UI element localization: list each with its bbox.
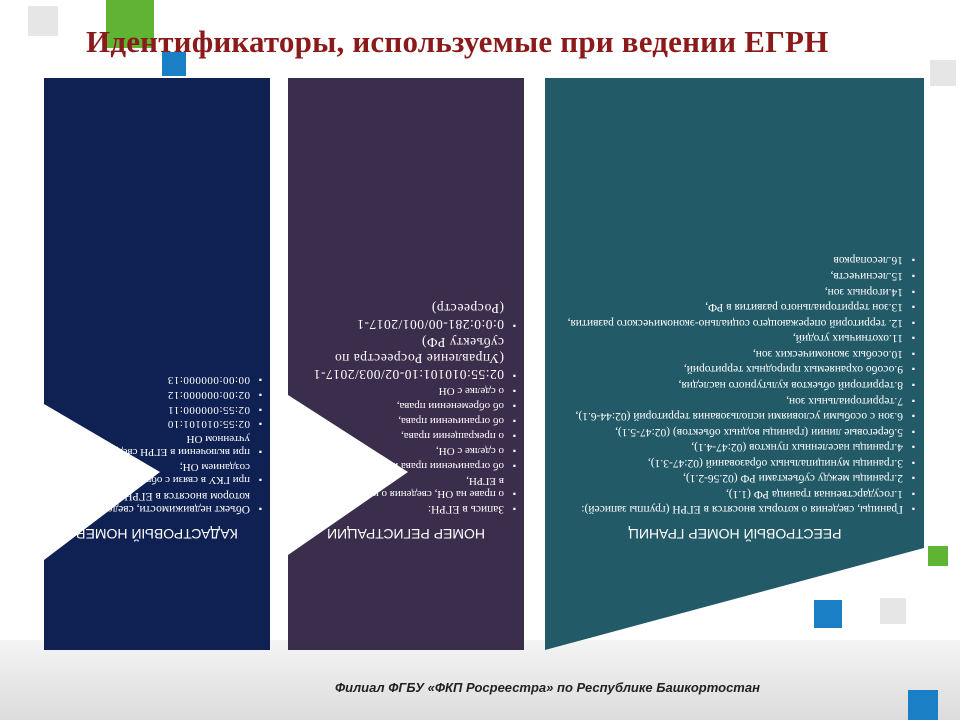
list-item: ▪ при включении в ЕГРН сведений о ранее учтенном ОН [50,432,250,458]
page-title: Идентификаторы, используемые при ведении ЕГРН [86,24,829,59]
list-item: ▪ 8.территорий объектов культурного наследия, [553,377,903,391]
list-item: ▪ 16.лесопарков [553,253,903,267]
footer-caption: Филиал ФГБУ «ФКП Росреестра» по Республике Башкортостан [335,680,760,695]
list-item: ▪ 12. территорий опережающего социально-экономического развития, [553,315,903,329]
panel-registration [288,78,524,548]
list-item: ▪ 15.лесничеств, [553,268,903,282]
list-item: ▪ при ГКУ в связи с образованием или созданием ОН; [50,460,250,486]
list-item: ▪ о сделке с ОН [294,384,504,397]
code-item: ▪ 0:0:0:281-00/001/2017-1 (Росреестр) [294,301,504,333]
list-item: ▪ 4.границы населенных пунктов (02:47-4.1), [553,440,903,454]
list-item: ▪ 7.территориальных зон, [553,393,903,407]
list-item: ▪ Объект недвижимости, сведения о котором вносятся в ЕГРН: [50,488,250,515]
list-item: ▪ 14.игорных зон, [553,284,903,298]
list-item: ▪ 13.зон территориального развития в РФ, [553,300,903,314]
list-item: ▪ 6.зон с особыми условиями использования территорий (02:44-6.1), [553,409,903,423]
list-item: ▪ 3.границы муниципальных образований (02:47-3.1), [553,455,903,469]
code-item: ▪ 02:55:010101:10-02/003/2017-1 (Управление Росреестра по субъекту РФ) [294,334,504,382]
list-item: ▪ 5.береговые линии (границы водных объектов) (02:47-5.1), [553,424,903,438]
code-item: ▪ 02:55:000000:11 [50,403,250,416]
list-item: ▪ об обременении права, [294,399,504,412]
list-item: ▪ Границы, сведения о которых вносятся в ЕГРН (группы записей): [553,502,903,516]
panel-registry-header: РЕЕСТРОВЫЙ НОМЕР ГРАНИЦ [628,526,842,542]
panel-cadastral [44,78,270,548]
list-item: ▪ об ограничении права или обременении ОН, [294,459,504,472]
list-item: ▪ 2.границы между субъектами РФ (02.56-2.1), [553,471,903,485]
list-item: ▪ 9.особо охраняемых природных территорий, [553,362,903,376]
list-item: ▪ 10.особых экономических зон, [553,346,903,360]
panel-registry [545,96,925,548]
list-item: ▪ о праве на ОН, сведения о котором внесены в ЕГРН, [294,474,504,500]
panel-registration-header: НОМЕР РЕГИСТРАЦИИ [327,526,485,542]
list-item: ▪ Запись в ЕГРН: [294,502,504,516]
list-item: ▪ об ограничении права, [294,414,504,427]
code-item: ▪ 02:00:000000:12 [50,388,250,401]
code-item: ▪ 02:55:010101:10 [50,418,250,431]
list-item: ▪ о сделке с ОН, [294,444,504,457]
list-item: ▪ о прекращении права, [294,429,504,442]
list-item: ▪ 11.охотничьих угодий, [553,331,903,345]
list-item: ▪ 1.государственная граница РФ (1.1), [553,486,903,500]
panel-cadastral-header: КАДАСТРОВЫЙ НОМЕР [76,526,238,542]
code-item: ▪ 00:00:000000:13 [50,373,250,386]
